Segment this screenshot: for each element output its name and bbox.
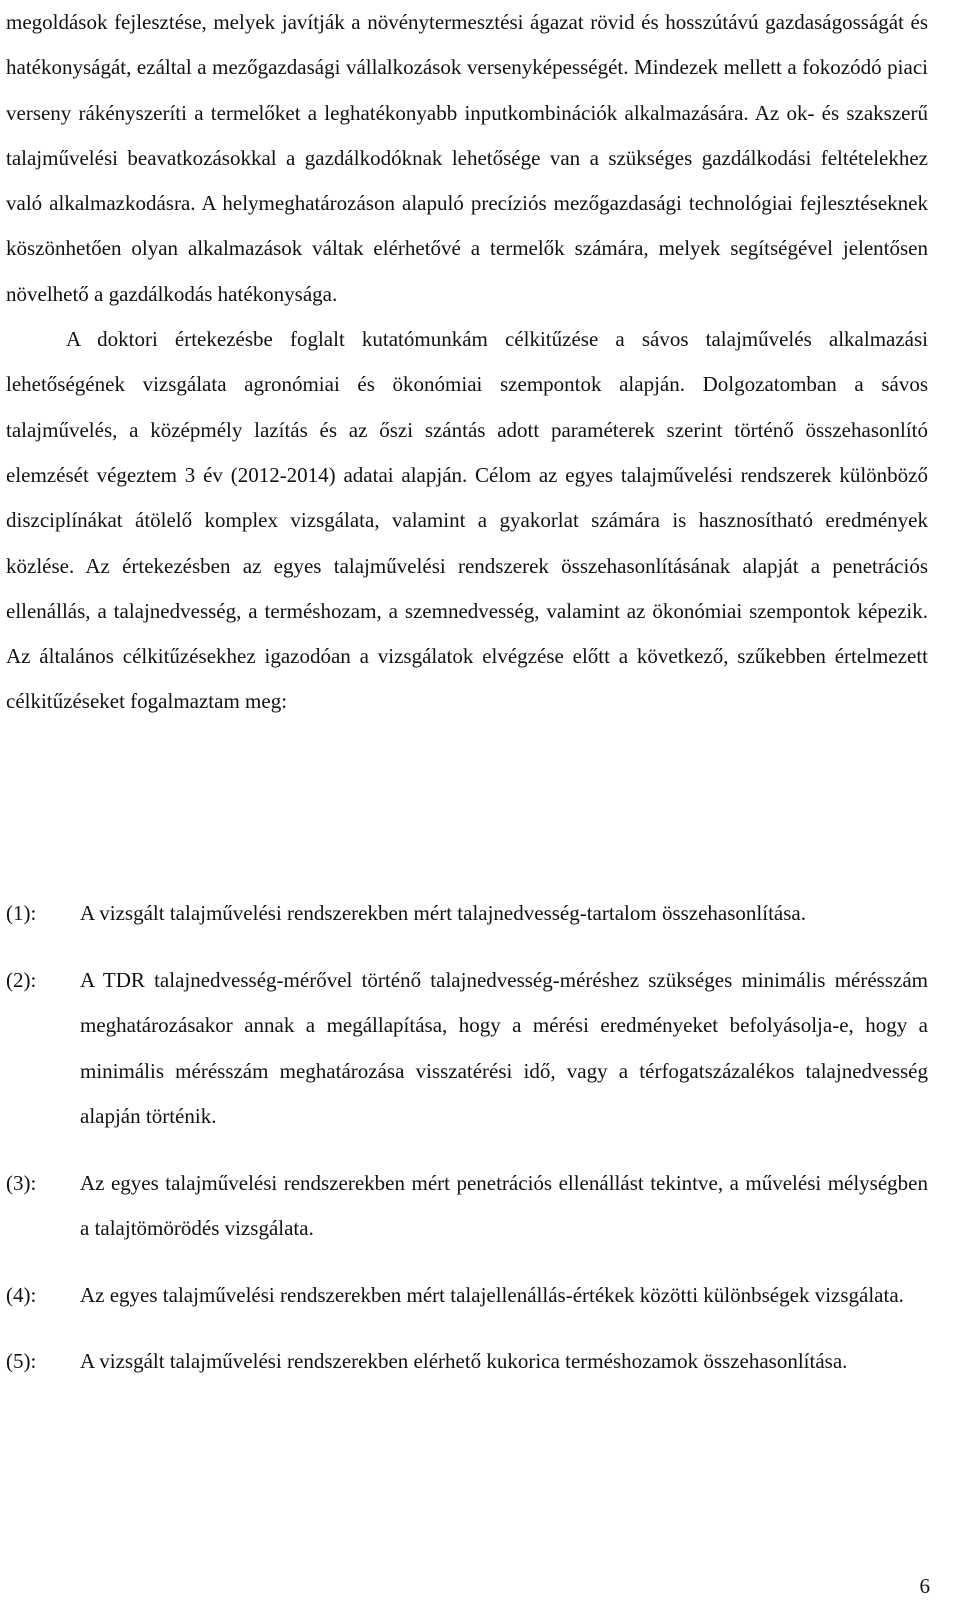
list-item — [6, 1273, 928, 1319]
objective-number: (1): — [6, 901, 37, 925]
list-item — [6, 1161, 928, 1252]
paragraph-research-aim: A doktori értekezésbe foglalt kutatómunkám célkitűzése a sávos talajművelés alkalmazási lehetőségének vizsgálata agronómiai és ökonómiai szempontok alapján. Dolgozatomban a sávos talajművelés, a középmély lazítás és az őszi szántás adott paraméterek szerint történő összehasonlító elemzését végeztem 3 év (2012-2014) adatai alapján. Célom az egyes talajművelési rendszerek különböző diszciplínákat átölelő komplex vizsgálata, valamint a gyakorlat számára is hasznosítható eredmények közlése. Az értekezésben az egyes talajművelési rendszerek összehasonlításának alapját a penetrációs ellenállás, a talajnedvesség, a terméshozam, a szemnedvesség, valamint az ökonómiai szempontok képezik. Az általános célkitűzésekhez igazodóan a vizsgálatok elvégzése előtt a következő, szűkebben értelmezett célkitűzéseket fogalmaztam meg: — [6, 327, 928, 714]
objective-number: (2): — [6, 967, 37, 992]
objective-number: (3): — [6, 1170, 37, 1195]
objective-number: (4): — [6, 1282, 37, 1307]
objective-text: A vizsgált talajművelési rendszerekben mért talajnedvesség-tartalom összehasonlítása. — [80, 901, 806, 925]
list-item — [6, 1339, 928, 1385]
list-item — [6, 958, 928, 1140]
paragraph-continuation: megoldások fejlesztése, melyek javítják a növénytermesztési ágazat rövid és hosszútávú gazdaságosságát és hatékonyságát, ezáltal a mezőgazdasági vállalkozások versenyképességét. Mindezek mellett a fokozódó piaci verseny rákényszeríti a termelőket a leghatékonyabb inputkombinációk alkalmazására. Az ok- és szakszerű talajművelési beavatkozásokkal a gazdálkodóknak lehetősége van a szükséges gazdálkodási feltételekhez való alkalmazkodásra. A helymeghatározáson alapuló precíziós mezőgazdasági technológiai fejlesztéseknek köszönhetően olyan alkalmazások váltak elérhetővé a termelők számára, melyek segítségével jelentősen növelhető a gazdálkodás hatékonysága. — [6, 10, 928, 306]
page-number: 6 — [919, 1574, 930, 1598]
list-item — [6, 891, 928, 937]
body-text — [6, 0, 928, 725]
objective-number: (5): — [6, 1349, 37, 1373]
objective-text: A TDR talajnedvesség-mérővel történő talajnedvesség-méréshez szükséges minimális mérésszám meghatározásakor annak a megállapítása, hogy a mérési eredményeket befolyásolja-e, hogy a minimális mérésszám meghatározása visszatérési idő, vagy a térfogatszázalékos talajnedvesség alapján történik. — [80, 967, 928, 1128]
objectives-list — [6, 891, 928, 1385]
objective-text: Az egyes talajművelési rendszerekben mért penetrációs ellenállást tekintve, a művelési mélységben a talajtömörödés vizsgálata. — [80, 1170, 928, 1240]
objective-text: Az egyes talajművelési rendszerekben mért talajellenállás-értékek közötti különbségek vizsgálata. — [80, 1282, 904, 1307]
objective-text: A vizsgált talajművelési rendszerekben elérhető kukorica terméshozamok összehasonlítása. — [80, 1349, 848, 1373]
